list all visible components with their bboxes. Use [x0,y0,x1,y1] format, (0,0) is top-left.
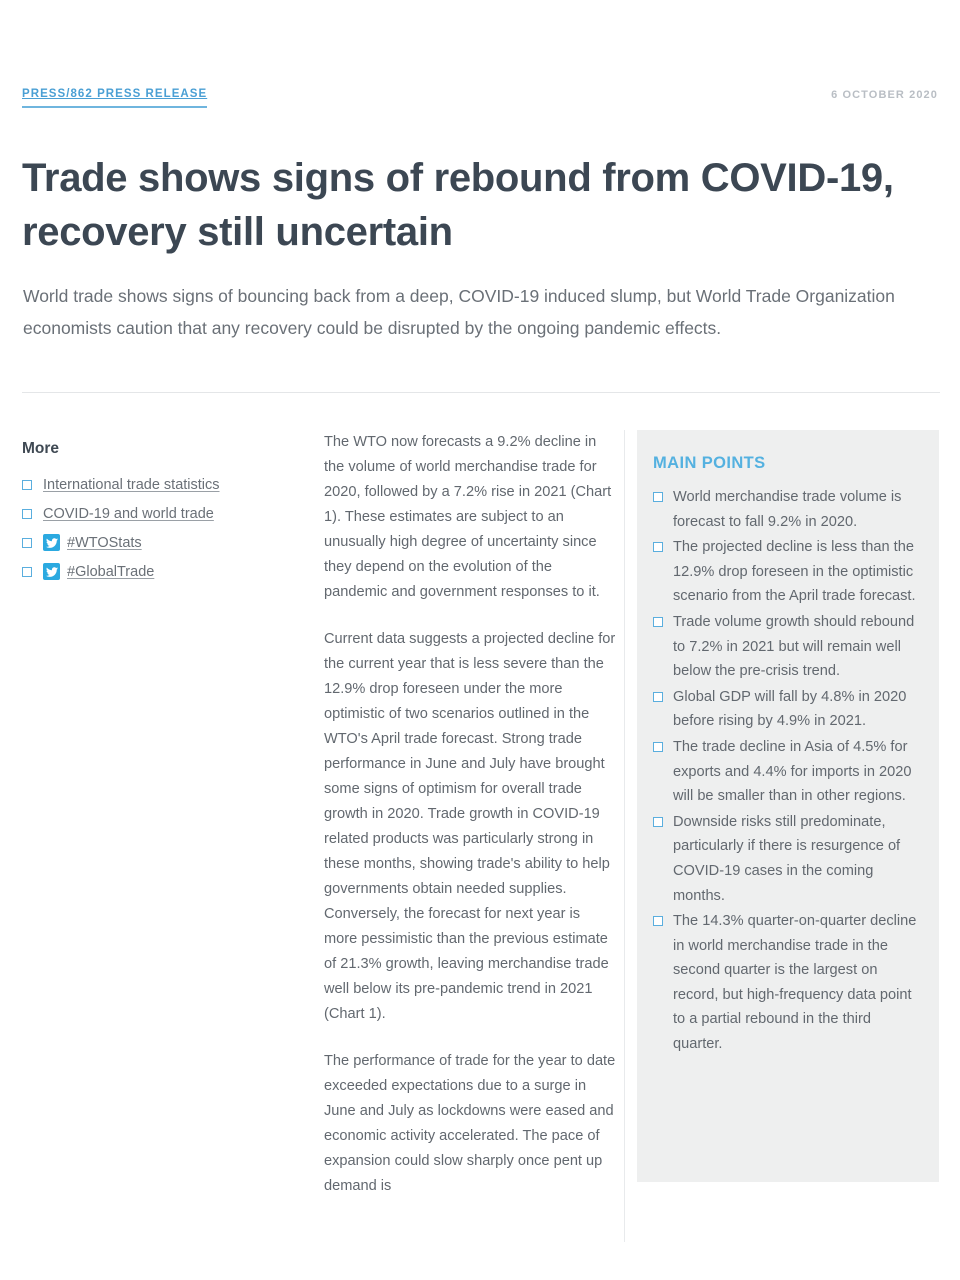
more-sidebar [22,440,292,591]
main-point-text: The trade decline in Asia of 4.5% for exports and 4.4% for imports in 2020 will be smaller than in other regions. [673,738,912,805]
square-bullet-icon [653,817,663,827]
more-link-covid-19-and-world-trade[interactable]: COVID-19 and world trade [43,506,214,522]
main-points-panel [637,430,939,1182]
main-point-text: The projected decline is less than the 12.9% drop foreseen in the optimistic scenario from the April trade forecast. [673,539,916,605]
list-item [653,810,917,908]
square-bullet-icon [22,509,32,519]
list-item [653,485,917,534]
square-bullet-icon [22,538,32,548]
main-point-text: World merchandise trade volume is forecast to fall 9.2% in 2020. [673,489,902,530]
header-divider [22,392,940,393]
column-divider [624,430,625,1242]
square-bullet-icon [22,567,32,577]
twitter-icon[interactable] [43,534,60,551]
body-paragraph-2: Current data suggests a projected decline for the current year that is less severe than the 12.9% drop foreseen under the more optimistic of two scenarios outlined in the WTO's April trade forecast. Strong trade performance in June and July have brought some signs of optimism for overall trade growth in 2020. Trade growth in COVID-19 related products was particularly strong in these months, showing trade's ability to help governments obtain needed supplies. Conversely, the forecast for next year is more pessimistic than the previous estimate of 21.3% growth, leaving merchandise trade well below its pre-pandemic trend in 2021 (Chart 1). [324,631,616,1022]
square-bullet-icon [22,480,32,490]
page-header [22,88,938,112]
more-links-list [22,475,292,582]
main-points-list [653,485,917,1057]
more-link-wtostats-hashtag[interactable]: #WTOStats [67,535,142,551]
list-item[interactable] [22,475,292,495]
square-bullet-icon [653,916,663,926]
body-paragraph-1: The WTO now forecasts a 9.2% decline in the volume of world merchandise trade for 2020, followed by a 7.2% rise in 2021 (Chart 1). These estimates are subject to an unusually high degree of uncertainty since they depend on the evolution of the pandemic and government responses to it. [324,434,612,600]
main-point-text: Downside risks still predominate, particularly if there is resurgence of COVID-19 cases in the coming months. [673,813,901,904]
square-bullet-icon [653,542,663,552]
main-point-text: Trade volume growth should rebound to 7.2% in 2021 but will remain well below the pre-crisis trend. [673,613,915,680]
more-heading: More [22,440,60,457]
square-bullet-icon [653,692,663,702]
article-body [324,430,616,1242]
main-point-text: Global GDP will fall by 4.8% in 2020 before rising by 4.9% in 2021. [673,688,907,730]
lead-paragraph: World trade shows signs of bouncing back from a deep, COVID-19 induced slump, but World Trade Organization economists caution that any recovery could be disrupted by the ongoing pandemic effects. [23,285,895,338]
twitter-icon[interactable] [43,563,60,580]
list-item[interactable] [22,562,292,582]
press-release-eyebrow-link[interactable]: PRESS/862 PRESS RELEASE [22,88,207,108]
main-points-heading: MAIN POINTS [653,454,766,472]
list-item [653,909,917,1057]
more-link-international-trade-statistics[interactable]: International trade statistics [43,477,220,493]
main-point-text: The 14.3% quarter-on-quarter decline in world merchandise trade in the second quarter is the largest on record, but high-frequency data point to a partial rebound in the third quarter. [673,913,917,1053]
square-bullet-icon [653,492,663,502]
list-item[interactable] [22,533,292,553]
square-bullet-icon [653,742,663,752]
publication-date: 6 OCTOBER 2020 [831,89,938,101]
square-bullet-icon [653,617,663,627]
list-item [653,610,917,684]
list-item[interactable] [22,504,292,524]
body-paragraph-3: The performance of trade for the year to date exceeded expectations due to a surge in June and July as lockdowns were eased and economic activity accelerated. The pace of expansion could slow sharply once pent up demand is [324,1053,616,1194]
list-item [653,735,917,809]
page-title: Trade shows signs of rebound from COVID-19, recovery still uncertain [22,155,894,254]
more-link-globaltrade-hashtag[interactable]: #GlobalTrade [67,564,155,580]
list-item [653,685,917,734]
list-item [653,535,917,609]
